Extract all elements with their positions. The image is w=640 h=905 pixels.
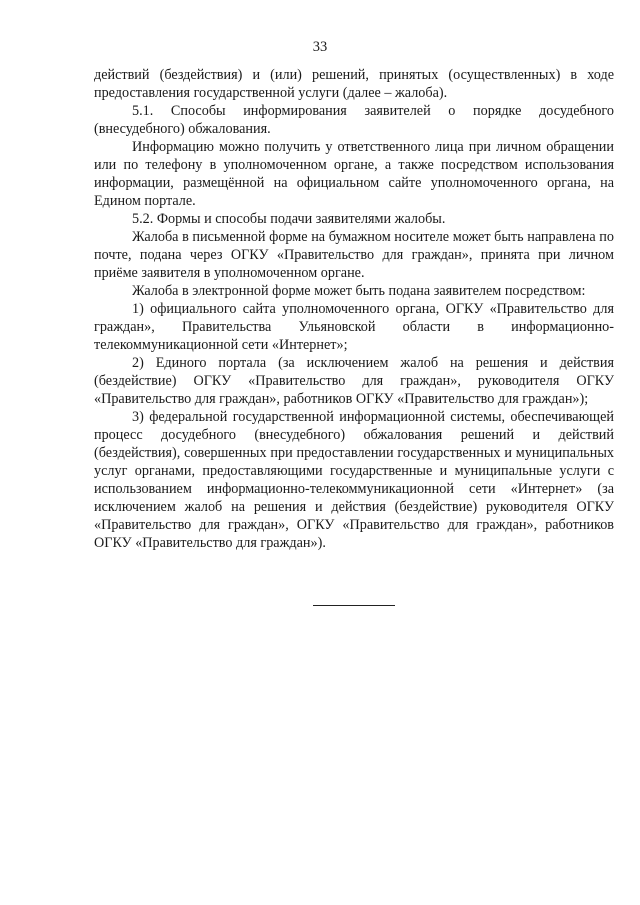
paragraph-information-sources: Информацию можно получить у ответственного лица при личном обращении или по телефону в уполномоченном органе, а также посредством использования информации, размещённой на официальном сайте уполномоченного органа, на Едином портале. — [94, 139, 614, 209]
paragraph-section-5-1: 5.1. Способы информирования заявителей о порядке досудебного (внесудебного) обжалования. — [94, 103, 614, 137]
paragraph-complaint-definition: действий (бездействия) и (или) решений, принятых (осуществленных) в ходе предоставления государственной услуги (далее – жалоба). — [94, 67, 614, 101]
end-separator-line — [313, 605, 395, 606]
paragraph-section-5-2: 5.2. Формы и способы подачи заявителями жалобы. — [132, 211, 446, 227]
list-item-3: 3) федеральной государственной информационной системы, обеспечивающей процесс досудебного (внесудебного) обжалования решений и действий (бездействия), совершенных при предоставлении государственных и муниципальных услуг органами, предоставляющими государственные и муниципальные услуги с использованием информационно-телекоммуникационной сети «Интернет» (за исключением жалоб на решения и действия (бездействие) руководителя ОГКУ «Правительство для граждан», ОГКУ «Правительство для граждан», работников ОГКУ «Правительство для граждан»). — [94, 409, 614, 551]
page-number: 33 — [312, 39, 328, 55]
paragraph-electronic-complaint: Жалоба в электронной форме может быть подана заявителем посредством: — [132, 283, 586, 299]
paragraph-written-complaint: Жалоба в письменной форме на бумажном носителе может быть направлена по почте, подана через ОГКУ «Правительство для граждан», принята при личном приёме заявителя в уполномоченном органе. — [94, 229, 614, 281]
document-body — [94, 66, 614, 552]
list-item-1: 1) официального сайта уполномоченного органа, ОГКУ «Правительство для граждан», Правительства Ульяновской области в информационно-телекоммуникационной сети «Интернет»; — [94, 301, 614, 353]
list-item-2: 2) Единого портала (за исключением жалоб на решения и действия (бездействие) ОГКУ «Правительство для граждан», руководителя ОГКУ «Правительство для граждан», работников ОГКУ «Правительство для граждан»); — [94, 355, 614, 407]
